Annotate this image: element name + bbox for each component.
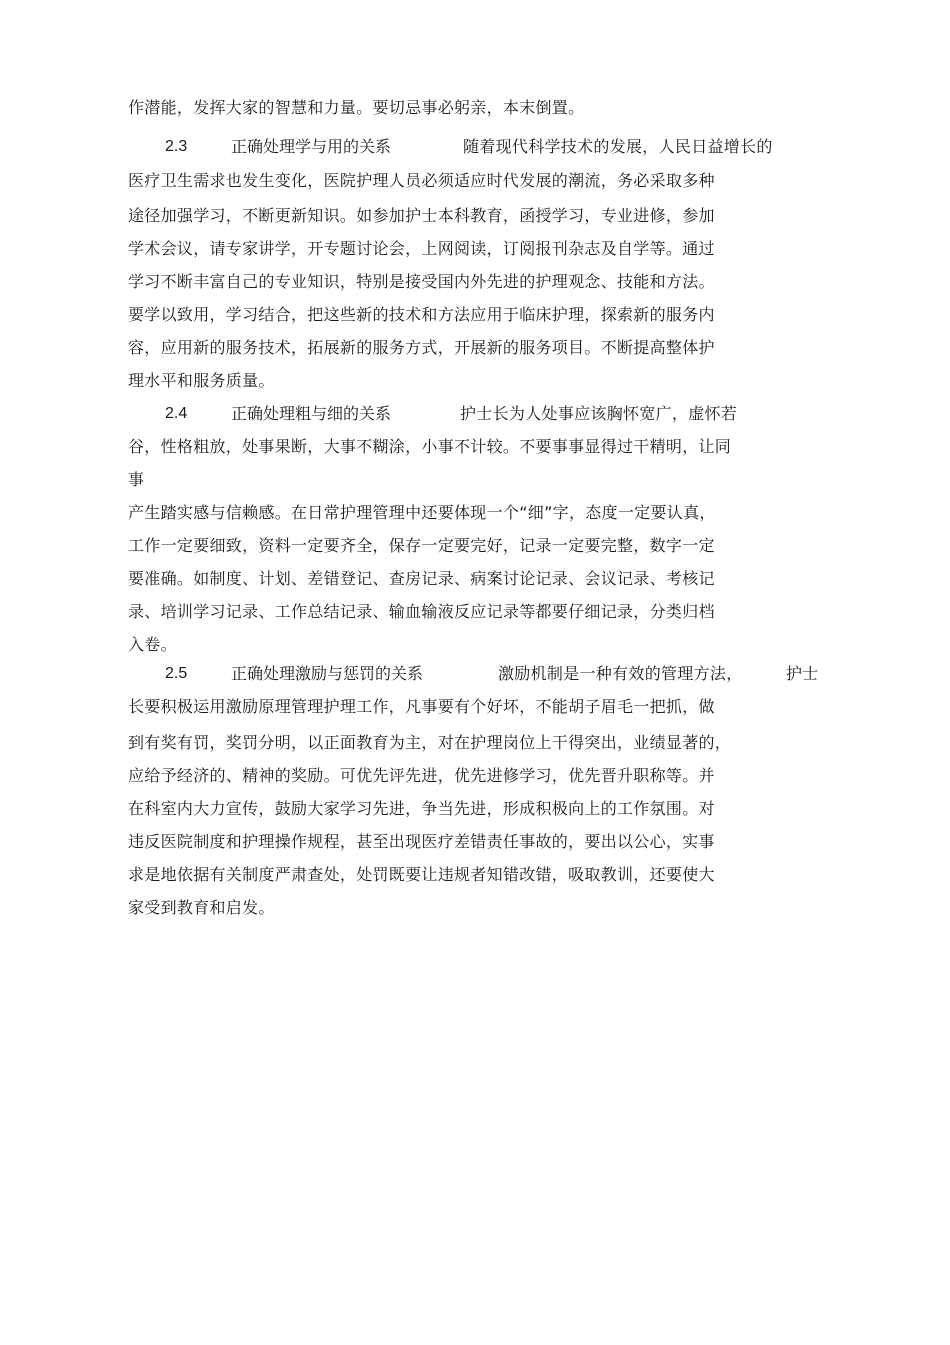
paragraph-line: 工作一定要细致，资料一定要齐全，保存一定要完好，记录一定要完整，数字一定 [128,536,715,555]
paragraph-line: 要学以致用，学习结合，把这些新的技术和方法应用于临床护理，探索新的服务内 [128,305,715,324]
paragraph-line: 激励机制是一种有效的管理方法， [498,664,743,683]
paragraph-line: 谷，性格粗放，处事果断，大事不糊涂，小事不计较。不要事事显得过干精明，让同 [128,437,732,456]
paragraph-line: 护士 [786,664,819,683]
paragraph-line: 护士长为人处事应该胸怀宽广，虚怀若 [460,404,738,423]
section-title: 正确处理学与用的关系 [231,137,392,156]
paragraph-line: 到有奖有罚，奖罚分明，以正面教育为主，对在护理岗位上干得突出，业绩显著的， [128,733,732,752]
section-number: 2.5 [165,665,188,682]
paragraph-line: 家受到教育和启发。 [128,898,275,917]
paragraph-line: 途径加强学习，不断更新知识。如参加护士本科教育，函授学习，专业进修，参加 [128,206,715,225]
paragraph-line: 医疗卫生需求也发生变化，医院护理人员必须适应时代发展的潮流，务必采取多种 [128,171,715,190]
paragraph-line: 学术会议，请专家讲学，开专题讨论会，上网阅读，订阅报刊杂志及自学等。通过 [128,239,715,258]
paragraph-line: 违反医院制度和护理操作规程，甚至出现医疗差错责任事故的，要出以公心，实事 [128,832,715,851]
paragraph-line: 录、培训学习记录、工作总结记录、输血输液反应记录等都要仔细记录，分类归档 [128,602,715,621]
section-number: 2.3 [165,138,188,155]
paragraph-line: 入卷。 [128,635,177,654]
paragraph-line: 学习不断丰富自己的专业知识，特别是接受国内外先进的护理观念、技能和方法。 [128,272,715,291]
section-title: 正确处理粗与细的关系 [231,404,392,423]
paragraph-line: 要准确。如制度、计划、差错登记、查房记录、病案讨论记录、会议记录、考核记 [128,569,715,588]
section-title: 正确处理激励与惩罚的关系 [231,664,424,683]
paragraph-line: 应给予经济的、精神的奖励。可优先评先进，优先进修学习，优先晋升职称等。并 [128,766,715,785]
paragraph-line: 作潜能，发挥大家的智慧和力量。要切忌事必躬亲，本末倒置。 [128,98,585,117]
paragraph-line: 事 [128,470,145,489]
paragraph-line: 在科室内大力宣传，鼓励大家学习先进，争当先进，形成积极向上的工作氛围。对 [128,799,715,818]
paragraph-line: 求是地依据有关制度严肃查处，处罚既要让违规者知错改错，吸取教训，还要使大 [128,865,715,884]
paragraph-line: 容，应用新的服务技术，拓展新的服务方式，开展新的服务项目。不断提高整体护 [128,338,715,357]
paragraph-line: 产生踏实感与信赖感。在日常护理管理中还要体现一个“细”字，态度一定要认真， [128,503,716,522]
section-number: 2.4 [165,405,188,422]
paragraph-line: 理水平和服务质量。 [128,371,275,390]
paragraph-line: 长要积极运用激励原理管理护理工作，凡事要有个好坏，不能胡子眉毛一把抓，做 [128,697,715,716]
paragraph-line: 随着现代科学技术的发展，人民日益增长的 [463,137,773,156]
